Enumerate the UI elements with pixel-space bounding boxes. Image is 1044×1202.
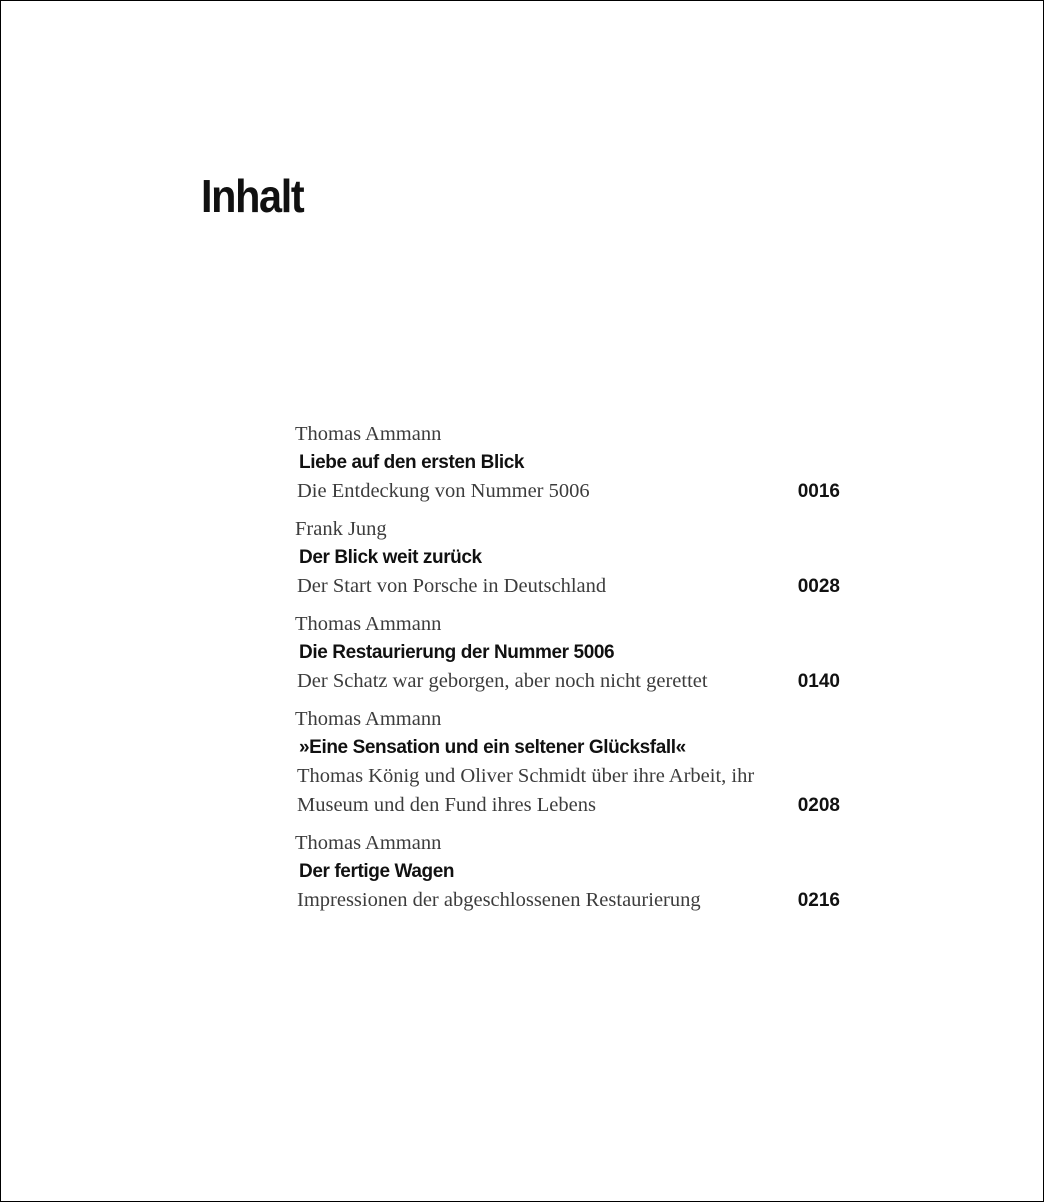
- page-title: Inhalt: [201, 170, 304, 222]
- toc-entry[interactable]: [297, 609, 842, 696]
- toc-subtitle: Thomas König und Oliver Schmidt über ihre Arbeit, ihr Museum und den Fund ihres Lebens: [297, 765, 755, 816]
- table-of-contents: [297, 419, 842, 923]
- toc-entry[interactable]: [297, 419, 842, 506]
- toc-page-number: 0216: [797, 890, 840, 911]
- toc-entry[interactable]: [297, 828, 842, 915]
- toc-subtitle: Der Start von Porsche in Deutschland: [297, 575, 607, 597]
- toc-subtitle: Impressionen der abgeschlossenen Restaurierung: [297, 889, 701, 911]
- toc-heading: Die Restaurierung der Nummer 5006: [299, 642, 615, 663]
- toc-author: Thomas Ammann: [295, 423, 442, 445]
- toc-entry[interactable]: [297, 704, 842, 820]
- toc-heading: »Eine Sensation und ein seltener Glücksfall«: [299, 737, 686, 758]
- toc-page-number: 0208: [797, 795, 840, 816]
- toc-page-number: 0016: [797, 481, 840, 502]
- toc-subtitle: Die Entdeckung von Nummer 5006: [297, 480, 590, 502]
- toc-heading: Liebe auf den ersten Blick: [299, 452, 525, 473]
- toc-author: Thomas Ammann: [295, 832, 442, 854]
- toc-author: Thomas Ammann: [295, 613, 442, 635]
- toc-page-number: 0140: [797, 671, 840, 692]
- toc-subtitle: Der Schatz war geborgen, aber noch nicht gerettet: [297, 670, 708, 692]
- toc-page-number: 0028: [797, 576, 840, 597]
- toc-author: Thomas Ammann: [295, 708, 442, 730]
- toc-heading: Der fertige Wagen: [299, 861, 455, 882]
- toc-entry[interactable]: [297, 514, 842, 601]
- toc-heading: Der Blick weit zurück: [299, 547, 482, 568]
- toc-author: Frank Jung: [295, 518, 387, 540]
